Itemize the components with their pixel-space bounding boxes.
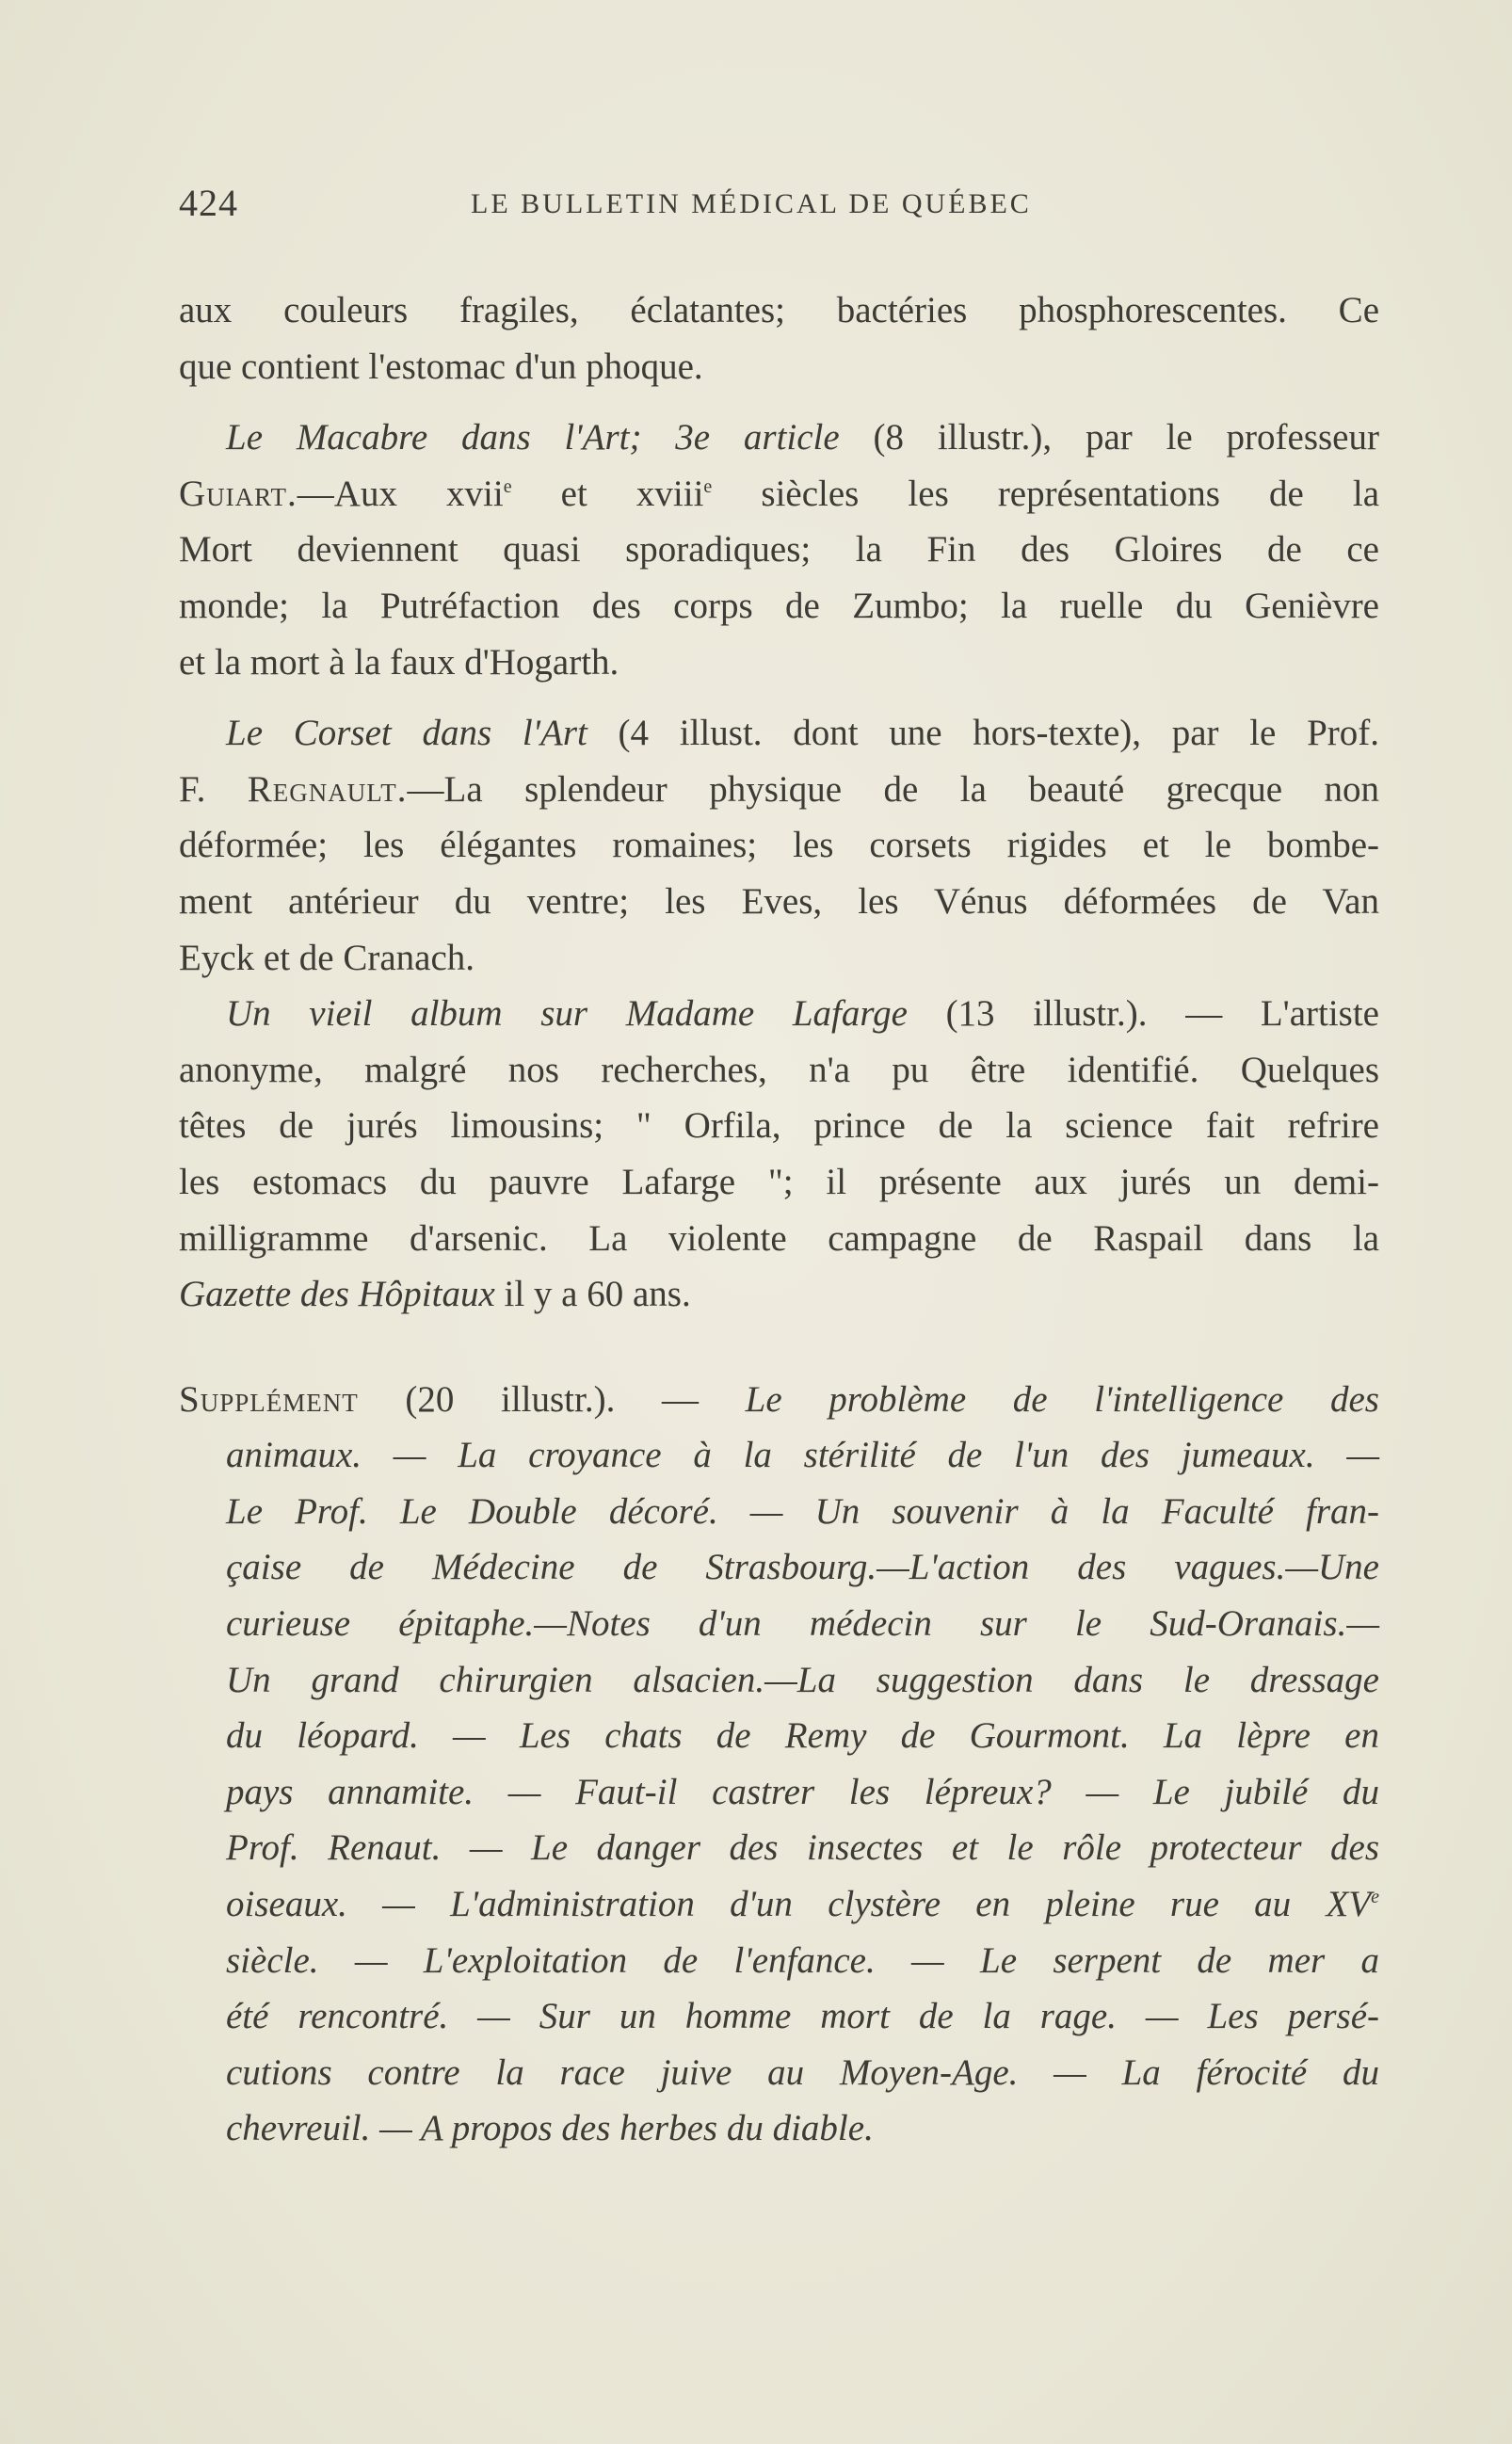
text-line [179,986,1379,1042]
text-line: que contient l'estomac d'un phoque. [179,346,703,387]
article-title: Le Macabre dans l'Art; 3e article [226,417,840,458]
text-fragment: F. [179,768,248,810]
text-line: monde; la Putréfaction des corps de Zumbo; la ruelle du Genièvre [179,585,1379,626]
text-line: Un grand chirurgien alsacien.—La suggestion dans le dressage [226,1659,1379,1700]
supplement-section [179,1372,1379,2157]
text-line: Le Prof. Le Double décoré. — Un souvenir à la Faculté fran- [226,1490,1379,1532]
text-line [179,1372,1379,1428]
text-fragment: et xviii [511,473,704,514]
superscript: e [503,475,512,497]
paragraph-1 [179,282,1379,394]
text-fragment: —Aux xvii [297,473,504,514]
text-line: ment antérieur du ventre; les Eves, les Vénus déformées de Van [179,880,1379,922]
page-number: 424 [179,182,238,224]
superscript: e [703,475,713,497]
paragraph-macabre [179,410,1379,690]
text-line: cutions contre la race juive au Moyen-Age. — La férocité du [226,2051,1379,2093]
paragraph-corset [179,705,1379,986]
text-line: et la mort à la faux d'Hogarth. [179,641,619,683]
text-line: animaux. — La croyance à la stérilité de l'un des jumeaux. — [226,1435,1379,1476]
supplement-label: Supplément [179,1378,359,1420]
text-fragment: siècles les représentations de la [712,473,1380,514]
text-line: milligramme d'arsenic. La violente campagne de Raspail dans la [179,1217,1379,1259]
author-name: Regnault. [247,768,408,810]
text-fragment: —La splendeur physique de la beauté grecque non [407,768,1379,810]
text-line: siècle. — L'exploitation de l'enfance. — Le serpent de mer a [226,1939,1379,1981]
journal-title: Gazette des Hôpitaux [179,1274,495,1315]
text-line: Mort deviennent quasi sporadiques; la Fin des Gloires de ce [179,529,1379,571]
text-fragment: (20 illustr.). — [358,1378,746,1420]
text-line: anonyme, malgré nos recherches, n'a pu être identifié. Quelques [179,1049,1379,1090]
text-line [179,762,1379,818]
article-title: Un vieil album sur Madame Lafarge [226,993,908,1035]
paragraph-lafarge [179,986,1379,1323]
text-line: têtes de jurés limousins; " Orfila, prince de la science fait refrire [179,1105,1379,1147]
page-header [179,181,1384,228]
text-line [179,410,1379,466]
text-line [179,1266,1379,1323]
text-line [179,466,1379,523]
text-fragment: oiseaux. — L'administration d'un clystère en pleine rue au XV [226,1884,1372,1925]
text-line: Eyck et de Cranach. [179,937,475,978]
text-fragment: (13 illustr.). — L'artiste [907,993,1379,1035]
text-fragment: (4 illust. dont une hors-texte), par le Prof. [587,713,1379,754]
article-body [179,282,1379,2157]
text-line: les estomacs du pauvre Lafarge "; il présente aux jurés un demi- [179,1161,1379,1202]
text-fragment: Le problème de l'intelligence des [745,1378,1379,1420]
text-line [179,1876,1379,1933]
text-line: déformée; les élégantes romaines; les corsets rigides et le bombe- [179,825,1379,866]
text-line: curieuse épitaphe.—Notes d'un médecin sur le Sud-Oranais.— [226,1603,1379,1645]
text-line [179,705,1379,762]
text-line: pays annamite. — Faut-il castrer les lépreux? — Le jubilé du [226,1771,1379,1812]
text-line: çaise de Médecine de Strasbourg.—L'action des vagues.—Une [226,1547,1379,1588]
text-line: aux couleurs fragiles, éclatantes; bactéries phosphorescentes. Ce [179,290,1379,330]
superscript: e [1371,1887,1379,1908]
text-fragment: (8 illustr.), par le professeur [839,417,1379,458]
running-title: LE BULLETIN MÉDICAL DE QUÉBEC [471,188,1032,219]
text-line: Prof. Renaut. — Le danger des insectes et le rôle protecteur des [226,1827,1379,1869]
article-title: Le Corset dans l'Art [226,713,587,754]
text-line: du léopard. — Les chats de Remy de Gourmont. La lèpre en [226,1715,1379,1757]
author-name: Guiart. [179,473,298,514]
text-line: été rencontré. — Sur un homme mort de la rage. — Les persé- [226,1996,1379,2037]
text-line: chevreuil. — A propos des herbes du diable. [226,2108,874,2149]
text-fragment: il y a 60 ans. [494,1274,691,1315]
